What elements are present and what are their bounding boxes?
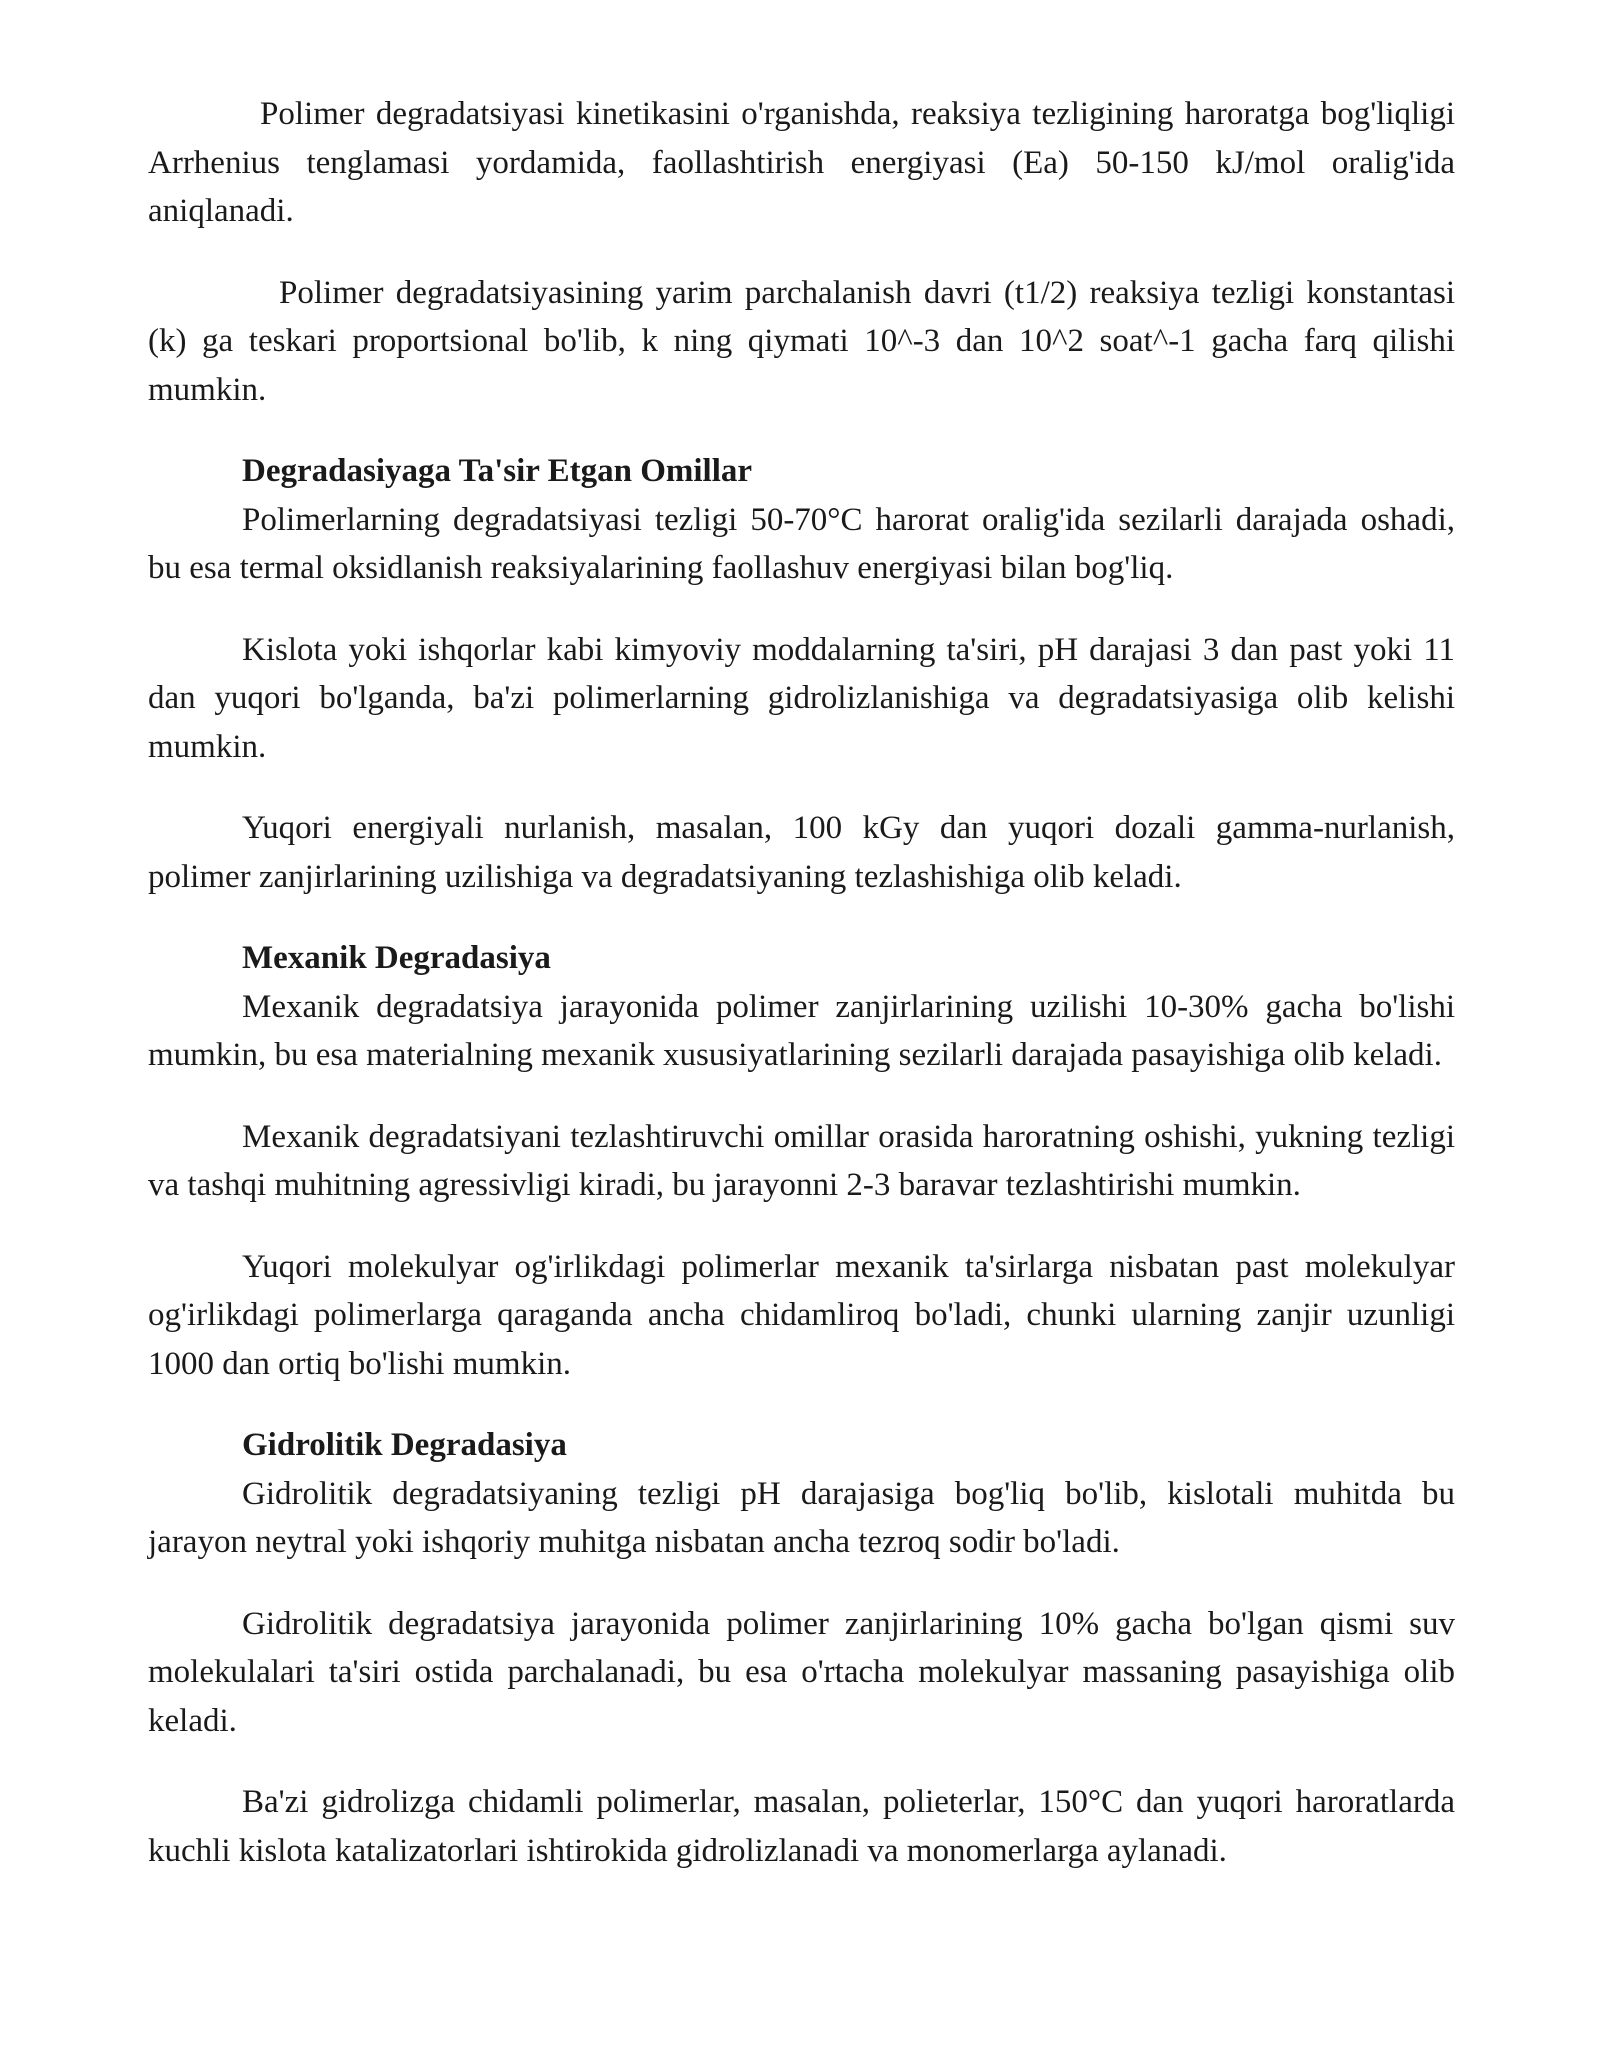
paragraph-hydrolysis-fraction: Gidrolitik degradatsiya jarayonida polimer zanjirlarining 10% gacha bo'lgan qismi suv molekulalari ta'siri ostida parchalanadi, bu esa o'rtacha molekulyar massaning pasayishiga olib keladi. (148, 1605, 1455, 1739)
paragraph-molecular-weight: Yuqori molekulyar og'irlikdagi polimerlar mexanik ta'sirlarga nisbatan past molekulyar og'irlikdagi polimerlarga qaraganda ancha chidamliroq bo'ladi, chunki ularning zanjir uzunligi 1000 dan ortiq bo'lishi mumkin. (148, 1248, 1455, 1382)
paragraph-temperature: Polimerlarning degradatsiyasi tezligi 50-70°C harorat oralig'ida sezilarli darajada oshadi, bu esa termal oksidlanish reaksiyalarining faollashuv energiyasi bilan bog'liq. (148, 501, 1455, 586)
document-page (148, 90, 1455, 1908)
heading-mechanical: Mexanik Degradasiya (242, 940, 551, 976)
paragraph-polyesters: Ba'zi gidrolizga chidamli polimerlar, masalan, polieterlar, 150°C dan yuqori haroratlarda kuchli kislota katalizatorlari ishtirokida gidrolizlanadi va monomerlarga aylanadi. (148, 1784, 1455, 1869)
paragraph-kinetics: Polimer degradatsiyasi kinetikasini o'rganishda, reaksiya tezligining haroratga bog'liqligi Arrhenius tenglamasi yordamida, faollashtirish energiyasi (Ea) 50-150 kJ/mol oralig'ida aniqlanadi. (148, 96, 1455, 229)
paragraph-half-life: Polimer degradatsiyasining yarim parchalanish davri (t1/2) reaksiya tezligi konstantasi (k) ga teskari proportsional bo'lib, k ning qiymati 10^-3 dan 10^2 soat^-1 gacha farq qilishi mumkin. (148, 274, 1455, 408)
heading-factors: Degradasiyaga Ta'sir Etgan Omillar (242, 453, 753, 489)
paragraph-radiation: Yuqori energiyali nurlanish, masalan, 100 kGy dan yuqori dozali gamma-nurlanish, polimer zanjirlarining uzilishiga va degradatsiyaning tezlashishiga olib keladi. (148, 810, 1455, 895)
paragraph-mechanical-factors: Mexanik degradatsiyani tezlashtiruvchi omillar orasida haroratning oshishi, yukning tezligi va tashqi muhitning agressivligi kiradi, bu jarayonni 2-3 baravar tezlashtirishi mumkin. (148, 1118, 1455, 1203)
paragraph-ph-dependence: Gidrolitik degradatsiyaning tezligi pH darajasiga bog'liq bo'lib, kislotali muhitda bu jarayon neytral yoki ishqoriy muhitga nisbatan ancha tezroq sodir bo'ladi. (148, 1475, 1455, 1560)
heading-hydrolytic: Gidrolitik Degradasiya (242, 1427, 567, 1463)
paragraph-chemicals: Kislota yoki ishqorlar kabi kimyoviy moddalarning ta'siri, pH darajasi 3 dan past yoki 11 dan yuqori bo'lganda, ba'zi polimerlarning gidrolizlanishiga va degradatsiyasiga olib kelishi mumkin. (148, 631, 1455, 765)
paragraph-mechanical-scission: Mexanik degradatsiya jarayonida polimer zanjirlarining uzilishi 10-30% gacha bo'lishi mumkin, bu esa materialning mexanik xususiyatlarining sezilarli darajada pasayishiga olib keladi. (148, 988, 1455, 1073)
